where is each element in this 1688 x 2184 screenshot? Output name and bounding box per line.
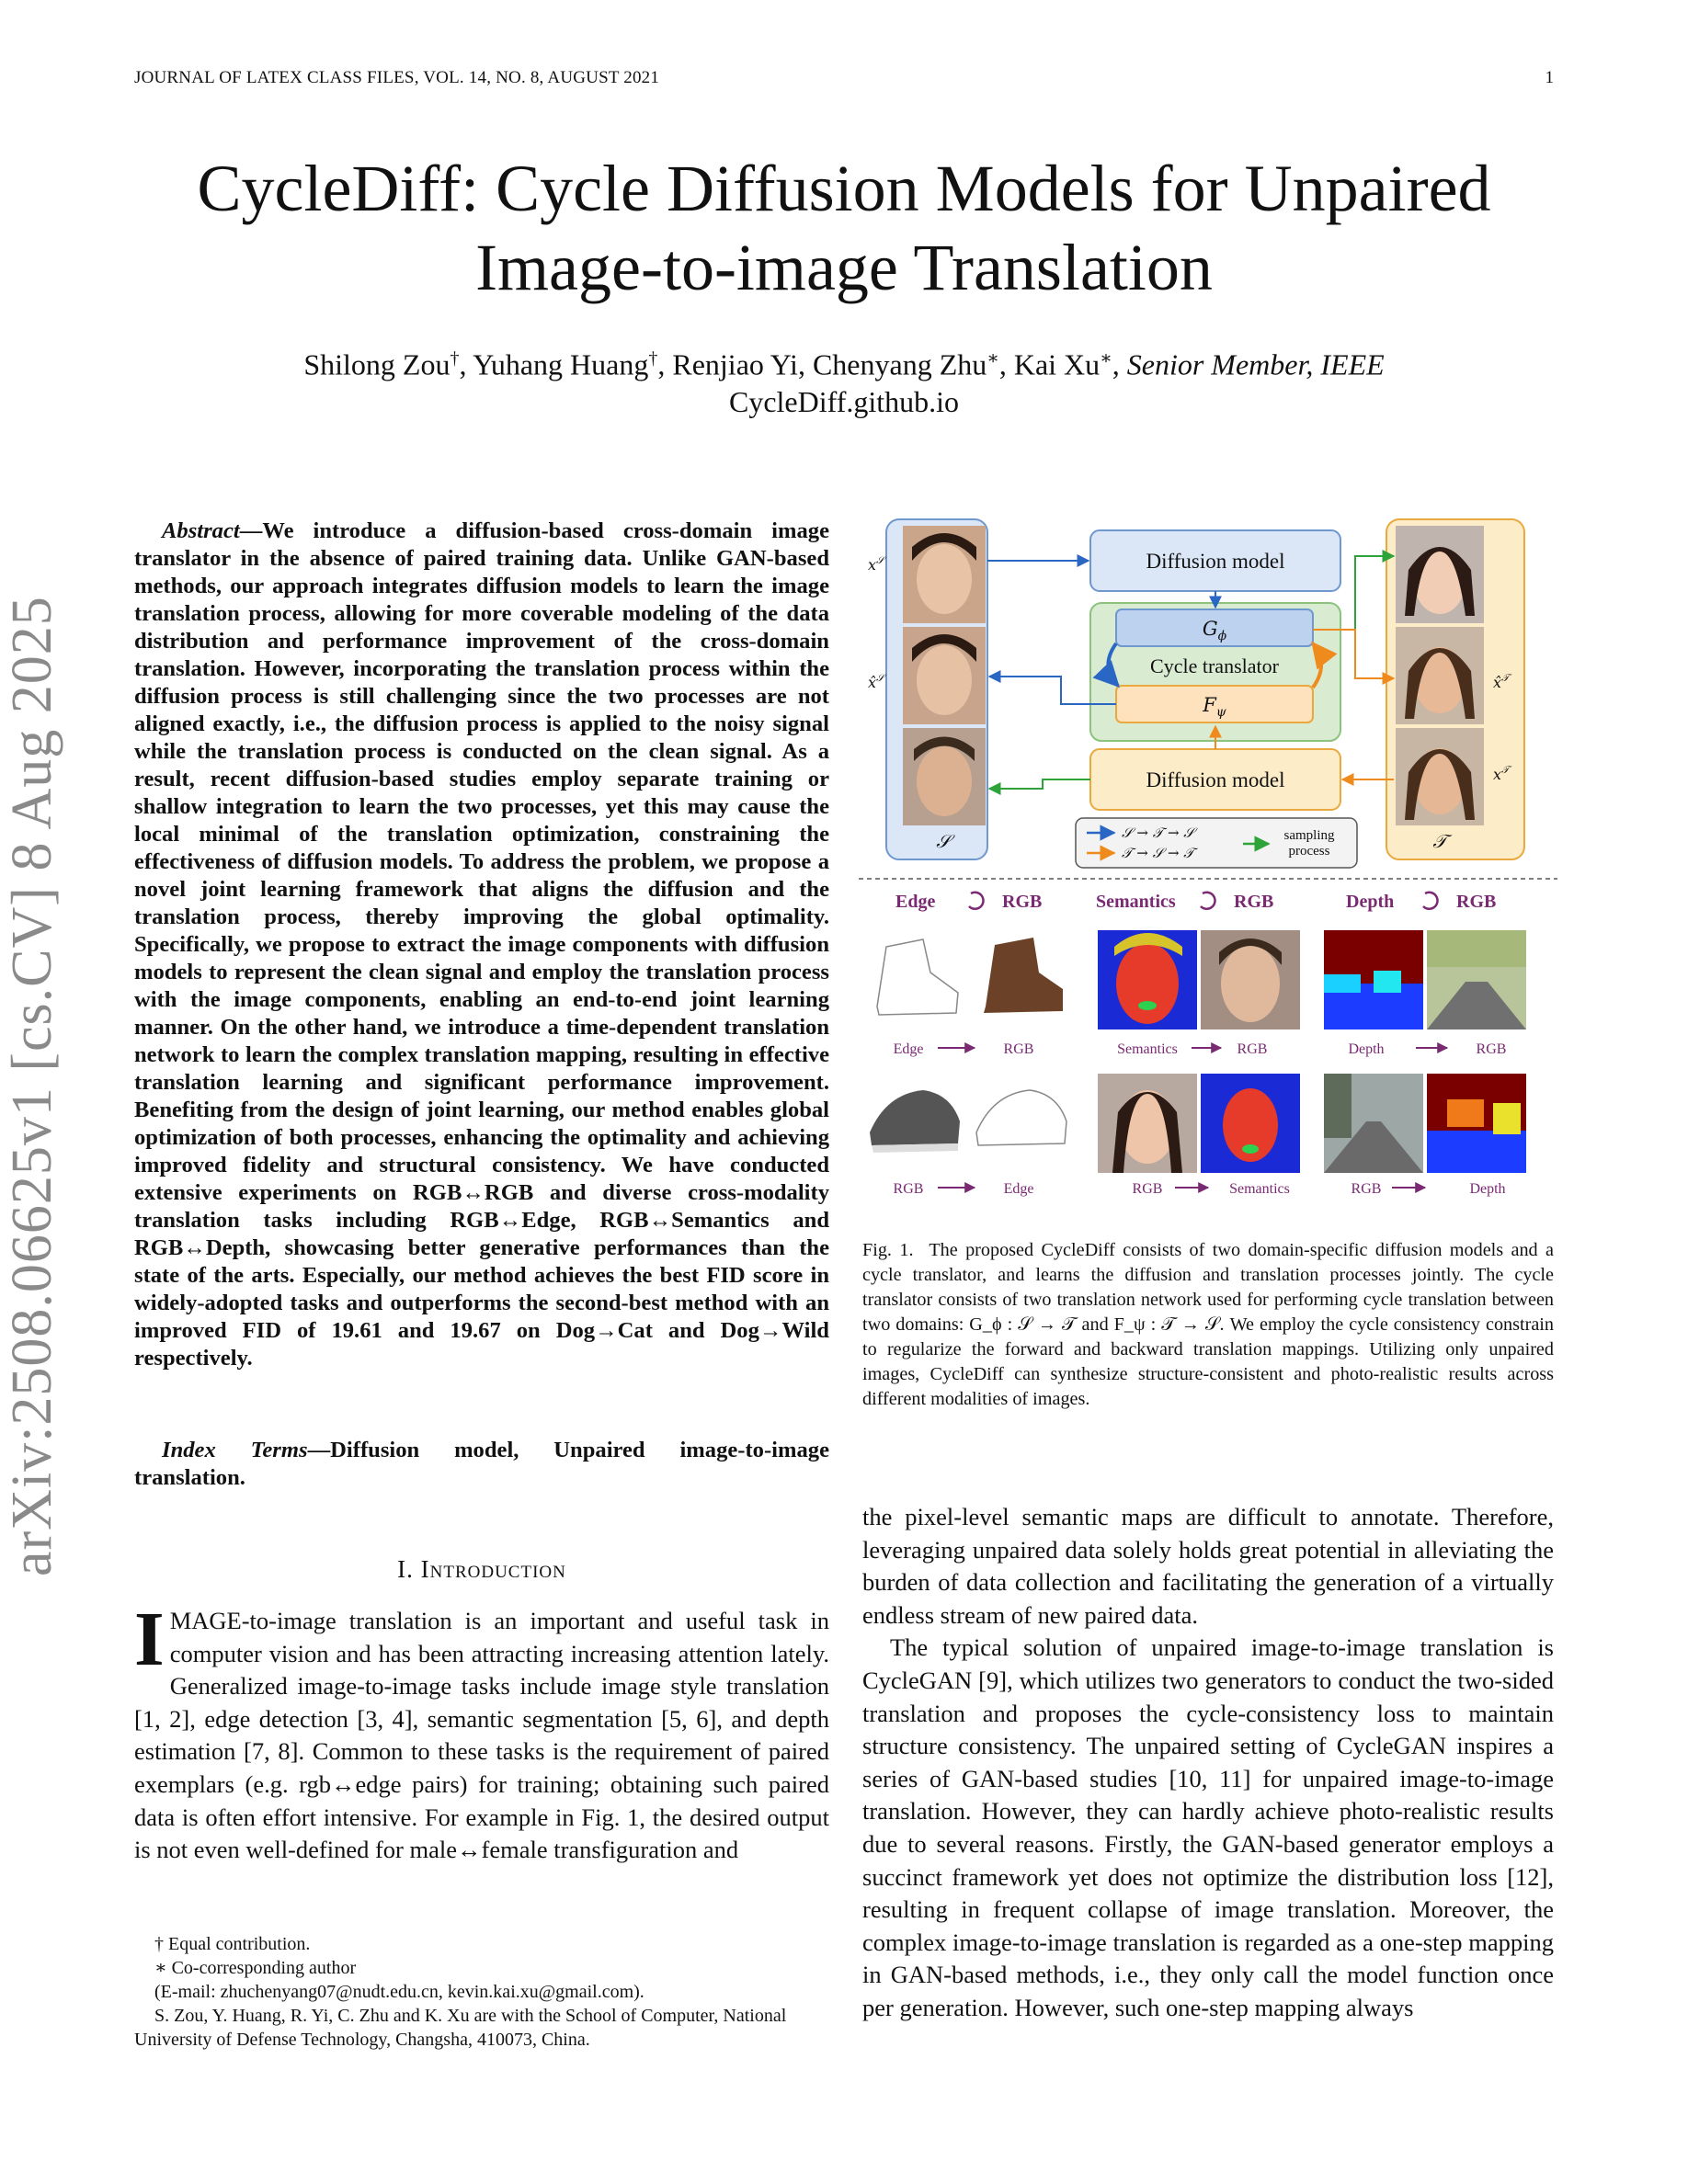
footnotes <box>134 1932 829 2052</box>
rgb-boot <box>967 928 1070 1024</box>
row1-to: RGB <box>1476 1041 1507 1057</box>
caption-text: The proposed CycleDiff consists of two domain-specific diffusion models and a cycle translator, and learns the diffusion and translation processes jointly. The cycle translator consists of two translation network used for performing cycle translation between two domains: G_ϕ : 𝒮 → 𝒯 and F_ψ : 𝒯 → 𝒮. We employ the cycle consistency constrain to regularize the forward and backward translation mappings. Utilizing only unpaired images, CycleDiff can synthesize structure-consistent and photo-realistic results across different modalities of images. <box>862 1240 1555 1409</box>
edge-sketch-boot <box>861 928 964 1024</box>
author-name: Yuhang Huang <box>473 347 649 381</box>
row2-to: Edge <box>1003 1181 1034 1197</box>
section-title <box>134 1555 829 1584</box>
row1-from: Depth <box>1348 1041 1385 1057</box>
diffusion-model-top-label: Diffusion model <box>1146 550 1285 573</box>
depth-map-street <box>1427 1074 1526 1173</box>
intro-paragraph <box>134 1597 829 1867</box>
task-header-a: Semantics <box>1096 892 1176 912</box>
semantic-map-face <box>1098 930 1197 1029</box>
cycle-icon <box>969 893 984 909</box>
label-x-s: $x^𝒮$ <box>868 554 884 574</box>
section-name: Introduction <box>420 1555 566 1583</box>
author-name: Shilong Zou <box>303 347 451 381</box>
index-terms <box>134 1437 829 1492</box>
abstract-text: —We introduce a diffusion-based cross-domain image translator in the absence of paired training data. Unlike GAN-based methods, our approach integrates diffusion models to learn the image translation process, allowing for more coverable modeling of the data distribution and performance improvement of the cross-domain translation. However, incorporating the translation process within the diffusion process is still challenging since the two processes are not aligned exactly, i.e., the diffusion process is applied to the noisy signal while the translation process is conducted on the clean signal. As a result, recent diffusion-based studies employ separate training or shallow integration to learn the two processes, yet this may cause the local minimal of the translation optimization, constraining the effectiveness of diffusion models. To address the problem, we propose a novel joint learning framework that aligns the diffusion and the translation process, thereby improving the global optimality. Specifically, we propose to extract the image components with diffusion models to represent the clean signal and employ the translation process with the image components, enabling an end-to-end joint learning manner. On the other hand, we introduce a time-dependent translation network to learn the complex translation mapping, resulting in effective translation learning and significant performance improvement. Benefiting from the design of joint learning, our method enables global optimization of both processes, enhancing the optimality and achieving improved fidelity and structural consistency. We have conducted extensive experiments on RGB↔RGB and diverse cross-modality translation tasks including RGB↔Edge, RGB↔Semantics and RGB↔Depth, showcasing better generative performances than the state of the arts. Especially, our method achieves the best FID score in widely-adopted tasks and outperforms the second-best method with an improved FID of 19.61 and 19.67 on Dog→Cat and Dog→Wild respectively. <box>134 518 829 1371</box>
author-mark: † <box>648 348 658 369</box>
author-mark: † <box>450 348 460 369</box>
task-header-a: Edge <box>895 892 936 912</box>
body-paragraph: the pixel-level semantic maps are difficult to annotate. Therefore, leveraging unpaired data solely holds great potential in alleviating the burden of data collection and facilitating the generation of a virtually endless stream of new paired data. <box>862 1503 1554 1629</box>
rgb-road <box>1427 930 1526 1029</box>
index-terms-text: —Diffusion model, Unpaired image-to-image translation. <box>134 1438 829 1490</box>
cycle-translator-label: Cycle translator <box>1150 654 1279 677</box>
source-face-1 <box>903 526 986 623</box>
project-website[interactable]: CycleDiff.github.io <box>728 384 960 418</box>
diffusion-model-bottom-label: Diffusion model <box>1146 768 1285 791</box>
author-line: Shilong Zou†, Yuhang Huang†, Renjiao Yi, Chenyang Zhu∗, Kai Xu∗, Senior Member, IEEE <box>303 347 1385 381</box>
figure-1 <box>859 515 1557 1213</box>
legend-green-label-1: sampling <box>1283 828 1335 843</box>
arxiv-stamp-container <box>0 0 74 2184</box>
source-face-3 <box>903 728 986 825</box>
section-number: I. <box>397 1555 414 1583</box>
drop-cap: I <box>134 1597 165 1682</box>
row1-from: Semantics <box>1117 1041 1178 1057</box>
task-header-b: RGB <box>1234 892 1274 912</box>
author-name: Chenyang Zhu <box>812 347 987 381</box>
task-header-b: RGB <box>1456 892 1497 912</box>
row2-to: Depth <box>1469 1181 1506 1197</box>
abstract <box>134 518 829 1372</box>
right-column-body <box>862 1501 1554 2025</box>
row2-from: RGB <box>893 1181 924 1197</box>
legend-orange-label: 𝒯 → 𝒮 → 𝒯 <box>1122 845 1194 861</box>
generator-g-label: $G_\phi$ <box>1202 618 1227 643</box>
footnote: S. Zou, Y. Huang, R. Yi, C. Zhu and K. Xu are with the School of Computer, National University of Defense Technology, Changsha, 410073, China. <box>134 2006 787 2050</box>
target-face-2 <box>1396 627 1484 724</box>
rgb-street <box>1324 1074 1423 1173</box>
cycle-icon <box>1423 893 1438 909</box>
author-suffix: Senior Member, IEEE <box>1126 347 1385 381</box>
running-head: JOURNAL OF LATEX CLASS FILES, VOL. 14, NO. 8, AUGUST 2021 <box>134 68 660 87</box>
target-domain-label: 𝒯 <box>1432 830 1447 852</box>
row1-to: RGB <box>1003 1041 1034 1057</box>
source-face-2 <box>903 627 986 724</box>
target-face-1 <box>1396 526 1484 623</box>
index-terms-label: Index Terms <box>162 1438 308 1462</box>
author-name: Renjiao Yi <box>672 347 798 381</box>
legend-blue-label: 𝒮 → 𝒯 → 𝒮 <box>1122 825 1194 841</box>
source-domain-label: 𝒮 <box>936 830 951 852</box>
footnote: † Equal contribution. <box>154 1934 311 1954</box>
title-line-1: CycleDiff: Cycle Diffusion Models for Unpaired <box>197 152 1491 225</box>
row1-to: RGB <box>1237 1041 1268 1057</box>
title-line-2: Image-to-image Translation <box>475 231 1213 304</box>
author-name: Kai Xu <box>1013 347 1101 381</box>
row2-to: Semantics <box>1229 1181 1290 1197</box>
rgb-sneaker <box>861 1072 964 1166</box>
depth-map-road <box>1324 930 1423 1029</box>
semantic-map-female <box>1201 1074 1300 1173</box>
cycle-icon <box>1201 893 1215 909</box>
edge-sketch-sneaker <box>967 1072 1070 1166</box>
footnote: (E-mail: zhuchenyang07@nudt.edu.cn, kevin.kai.xu@gmail.com). <box>154 1982 644 2002</box>
caption-label: Fig. 1. <box>862 1240 914 1260</box>
author-block <box>0 340 1688 420</box>
abstract-label: Abstract <box>162 518 240 543</box>
row2-from: RGB <box>1132 1181 1163 1197</box>
arxiv-stamp: arXiv:2508.06625v1 [cs.CV] 8 Aug 2025 <box>1 596 63 1576</box>
rgb-male-face <box>1201 930 1300 1029</box>
label-xhat-t: x̂$^𝒯$ <box>1493 672 1510 691</box>
author-mark: ∗ <box>987 348 999 369</box>
label-x-t: $x^𝒯$ <box>1493 764 1510 783</box>
task-header-b: RGB <box>1002 892 1043 912</box>
intro-text: MAGE-to-image translation is an important and useful task in computer vision and has been attracting increasing attention lately. Generalized image-to-image tasks include image style translation [1, 2], edge detection [3, 4], semantic segmentation [5, 6], and depth estimation [7, 8]. Common to these tasks is the requirement of paired exemplars (e.g. rgb↔edge pairs) for training; obtaining such paired data is often effort intensive. For example in Fig. 1, the desired output is not even well-defined for male↔female transfiguration and <box>134 1607 829 1864</box>
footnote: ∗ Co-corresponding author <box>154 1958 357 1978</box>
row1-from: Edge <box>893 1041 924 1057</box>
figure-caption <box>862 1238 1554 1412</box>
author-mark: ∗ <box>1100 348 1112 369</box>
rgb-female-face <box>1098 1074 1197 1173</box>
page-number: 1 <box>1545 68 1554 87</box>
paper-title <box>0 149 1688 307</box>
figure-legend <box>1076 818 1357 868</box>
legend-green-label-2: process <box>1288 844 1330 859</box>
arrow-diffusion-to-source <box>989 779 1090 789</box>
target-face-3 <box>1396 728 1484 825</box>
row2-from: RGB <box>1351 1181 1382 1197</box>
task-header-a: Depth <box>1346 892 1395 912</box>
label-xhat-s: x̂$^𝒮$ <box>868 672 884 691</box>
body-paragraph: The typical solution of unpaired image-to-image translation is CycleGAN [9], which utilizes two generators to conduct the two-sided translation and proposes the cycle-consistency loss to maintain structure consistency. The unpaired setting of CycleGAN inspires a series of GAN-based studies [10, 11] for unpaired image-to-image translation. However, they can hardly achieve photo-realistic results due to several reasons. Firstly, the GAN-based generator employs a succinct framework yet does not optimize the distribution loss [12], resulting in frequent collapse of image translation. Moreover, the complex image-to-image translation is regarded as a one-step mapping in GAN-based methods, i.e., they only call the model function once per generation. However, such one-step mapping always <box>862 1633 1554 2021</box>
generator-f-label: $F_\psi$ <box>1203 694 1226 720</box>
